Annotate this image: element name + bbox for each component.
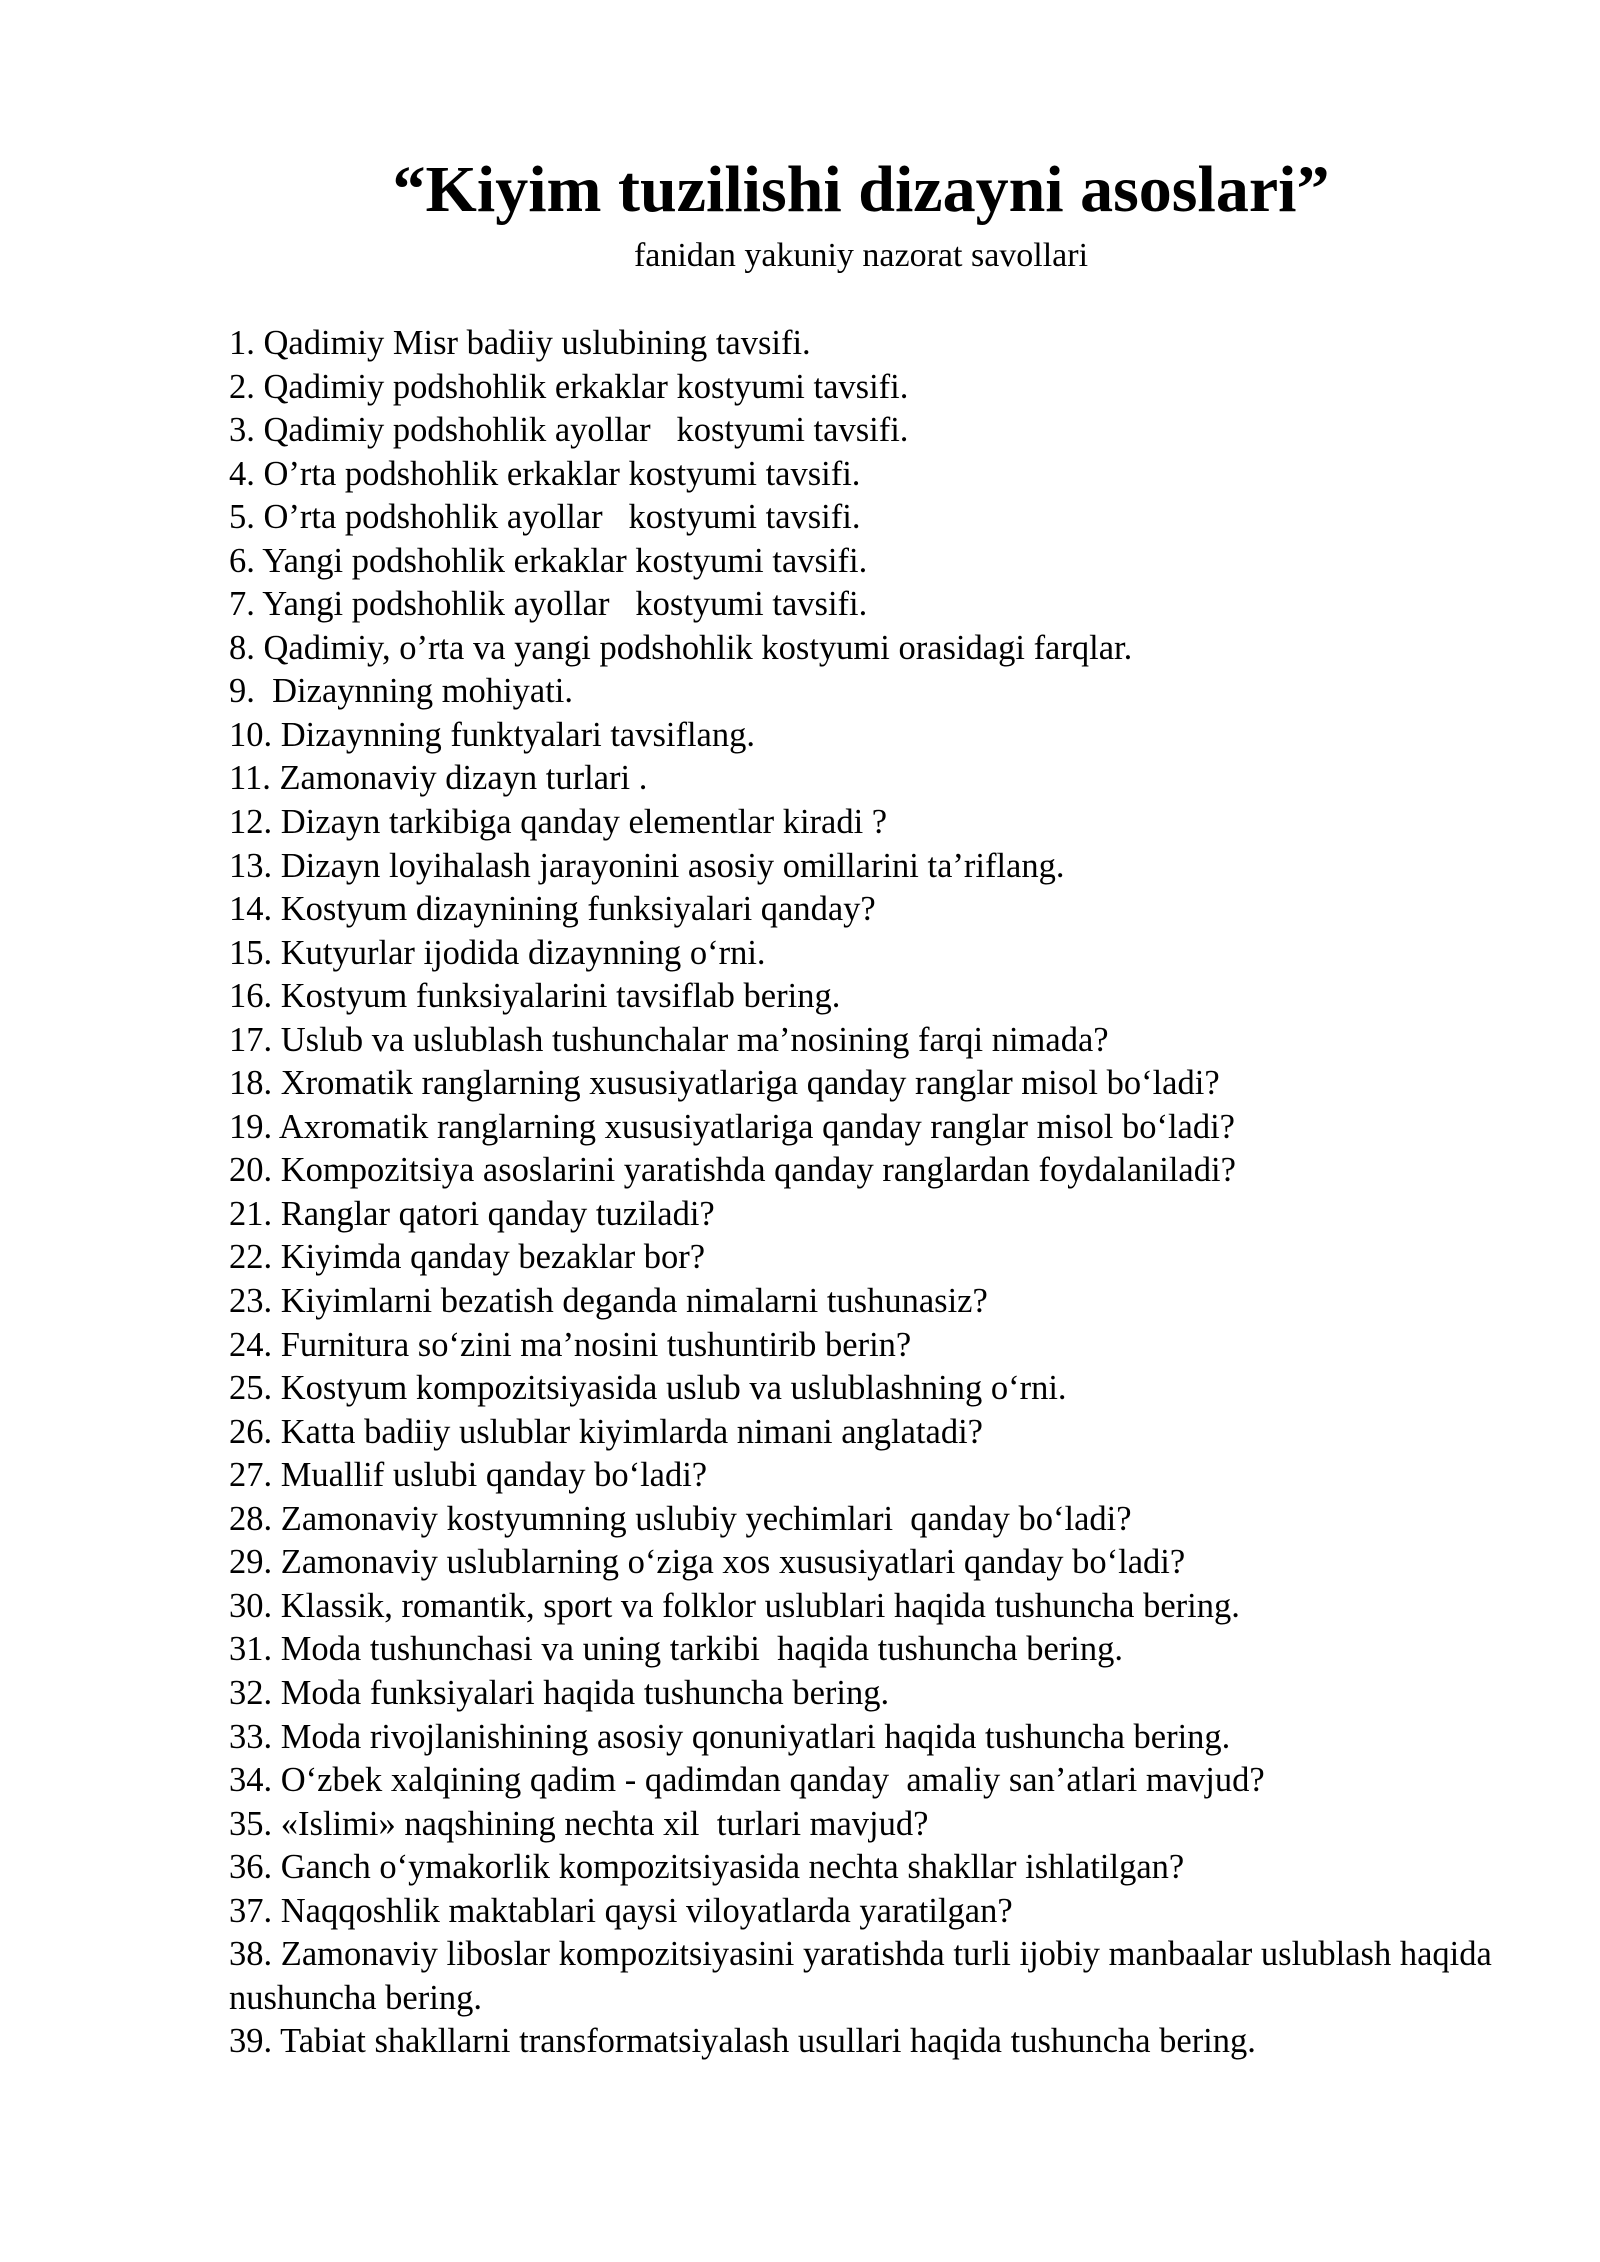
question-item: 32. Moda funksiyalari haqida tushuncha bering. — [229, 1673, 890, 1712]
question-item: 20. Kompozitsiya asoslarini yaratishda qanday ranglardan foydalaniladi? — [229, 1151, 1236, 1190]
document-subtitle: fanidan yakuniy nazorat savollari — [633, 237, 1089, 274]
question-item: 21. Ranglar qatori qanday tuziladi? — [229, 1194, 715, 1233]
question-item: 37. Naqqoshlik maktablari qaysi viloyatlarda yaratilgan? — [229, 1891, 1013, 1930]
question-item: 9. Dizaynning mohiyati. — [229, 672, 573, 711]
question-item: 6. Yangi podshohlik erkaklar kostyumi tavsifi. — [229, 541, 868, 580]
question-item: 14. Kostyum dizaynining funksiyalari qanday? — [229, 890, 876, 929]
question-item: 25. Kostyum kompozitsiyasida uslub va uslublashning o‘rni. — [229, 1369, 1067, 1408]
question-item: 7. Yangi podshohlik ayollar kostyumi tavsifi. — [229, 585, 868, 624]
question-item: 13. Dizayn loyihalash jarayonini asosiy omillarini ta’riflang. — [229, 846, 1065, 885]
question-item: 38. Zamonaviy liboslar kompozitsiyasini yaratishda turli ijobiy manbaalar uslublash haqida nushuncha bering. — [229, 1935, 1501, 2017]
question-item: 2. Qadimiy podshohlik erkaklar kostyumi tavsifi. — [229, 367, 909, 406]
question-item: 23. Kiyimlarni bezatish deganda nimalarni tushunasiz? — [229, 1282, 988, 1321]
question-item: 8. Qadimiy, o’rta va yangi podshohlik kostyumi orasidagi farqlar. — [229, 628, 1133, 667]
question-item: 5. O’rta podshohlik ayollar kostyumi tavsifi. — [229, 498, 861, 537]
question-item: 39. Tabiat shakllarni transformatsiyalash usullari haqida tushuncha bering. — [229, 2022, 1256, 2061]
question-item: 30. Klassik, romantik, sport va folklor uslublari haqida tushuncha bering. — [229, 1586, 1240, 1625]
question-item: 36. Ganch o‘ymakorlik kompozitsiyasida nechta shakllar ishlatilgan? — [229, 1848, 1185, 1887]
document-title: “Kiyim tuzilishi dizayni asoslari” — [392, 153, 1330, 226]
question-item: 16. Kostyum funksiyalarini tavsiflab bering. — [229, 977, 841, 1016]
question-item: 17. Uslub va uslublash tushunchalar ma’nosining farqi nimada? — [229, 1020, 1109, 1059]
question-item: 10. Dizaynning funktyalari tavsiflang. — [229, 715, 755, 754]
question-item: 22. Kiyimda qanday bezaklar bor? — [229, 1238, 706, 1277]
question-item: 31. Moda tushunchasi va uning tarkibi haqida tushuncha bering. — [229, 1630, 1123, 1669]
question-item: 24. Furnitura so‘zini ma’nosini tushuntirib berin? — [229, 1325, 912, 1364]
question-item: 15. Kutyurlar ijodida dizaynning o‘rni. — [229, 933, 766, 972]
question-item: 34. O‘zbek xalqining qadim - qadimdan qanday amaliy san’atlari mavjud? — [229, 1761, 1265, 1800]
question-item: 33. Moda rivojlanishining asosiy qonuniyatlari haqida tushuncha bering. — [229, 1717, 1231, 1756]
question-item: 27. Muallif uslubi qanday bo‘ladi? — [229, 1456, 708, 1495]
question-item: 26. Katta badiiy uslublar kiyimlarda nimani anglatadi? — [229, 1412, 983, 1451]
question-item: 1. Qadimiy Misr badiiy uslubining tavsifi. — [229, 324, 811, 362]
question-item: 3. Qadimiy podshohlik ayollar kostyumi tavsifi. — [229, 411, 909, 450]
question-item: 28. Zamonaviy kostyumning uslubiy yechimlari qanday bo‘ladi? — [229, 1499, 1132, 1538]
question-item: 12. Dizayn tarkibiga qanday elementlar kiradi ? — [229, 803, 888, 842]
question-item: 19. Axromatik ranglarning xususiyatlariga qanday ranglar misol bo‘ladi? — [229, 1107, 1235, 1146]
question-item: 18. Xromatik ranglarning xususiyatlariga qanday ranglar misol bo‘ladi? — [229, 1064, 1220, 1103]
question-list — [229, 322, 1529, 2064]
question-item: 11. Zamonaviy dizayn turlari . — [229, 759, 648, 798]
question-item: 35. «Islimi» naqshining nechta xil turlari mavjud? — [229, 1804, 929, 1843]
question-item: 29. Zamonaviy uslublarning o‘ziga xos xususiyatlari qanday bo‘ladi? — [229, 1543, 1186, 1582]
question-item: 4. O’rta podshohlik erkaklar kostyumi tavsifi. — [229, 454, 861, 493]
